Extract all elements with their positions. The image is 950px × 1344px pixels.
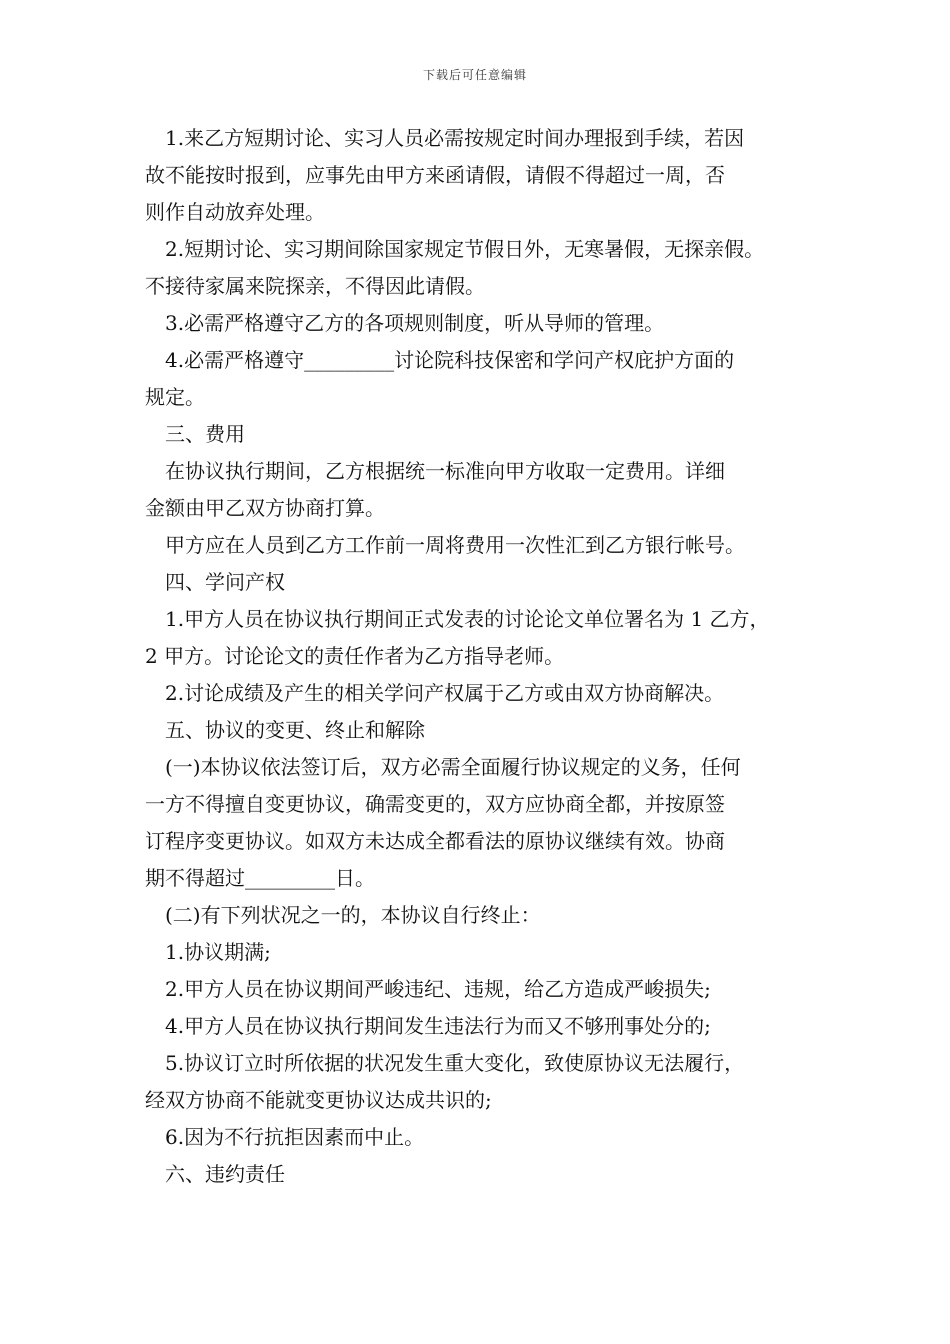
paragraph-line: 金额由甲乙双方协商打算。 bbox=[145, 496, 385, 520]
paragraph-line: 不接待家属来院探亲，不得因此请假。 bbox=[145, 274, 485, 298]
paragraph-line: 五、协议的变更、终止和解除 bbox=[165, 718, 425, 742]
paragraph-line: 甲方应在人员到乙方工作前一周将费用一次性汇到乙方银行帐号。 bbox=[165, 533, 745, 557]
paragraph-line: (二)有下列状况之一的，本协议自行终止： bbox=[165, 903, 541, 927]
paragraph-line: 2.甲方人员在协议期间严峻违纪、违规，给乙方造成严峻损失; bbox=[165, 977, 711, 1001]
paragraph-line: 2 甲方。讨论论文的责任作者为乙方指导老师。 bbox=[145, 644, 565, 668]
paragraph-line: 规定。 bbox=[145, 385, 205, 409]
paragraph-line: 故不能按时报到，应事先由甲方来函请假，请假不得超过一周，否 bbox=[145, 163, 725, 187]
paragraph-line: 六、违约责任 bbox=[165, 1162, 285, 1186]
paragraph-line: 经双方协商不能就变更协议达成共识的; bbox=[145, 1088, 492, 1112]
paragraph-line: 在协议执行期间，乙方根据统一标准向甲方收取一定费用。详细 bbox=[165, 459, 725, 483]
paragraph-line: 4.必需严格遵守_________讨论院科技保密和学问产权庇护方面的 bbox=[165, 348, 735, 372]
paragraph-line: 订程序变更协议。如双方未达成全都看法的原协议继续有效。协商 bbox=[145, 829, 725, 853]
paragraph-line: 三、费用 bbox=[165, 422, 245, 446]
paragraph-line: 1.来乙方短期讨论、实习人员必需按规定时间办理报到手续，若因 bbox=[165, 126, 745, 150]
paragraph-line: 2.讨论成绩及产生的相关学问产权属于乙方或由双方协商解决。 bbox=[165, 681, 725, 705]
paragraph-line: 3.必需严格遵守乙方的各项规则制度，听从导师的管理。 bbox=[165, 311, 665, 335]
paragraph-line: 期不得超过_________日。 bbox=[145, 866, 375, 890]
paragraph-line: 则作自动放弃处理。 bbox=[145, 200, 325, 224]
page-header: 下载后可任意编辑 bbox=[422, 68, 527, 82]
paragraph-line: 5.协议订立时所依据的状况发生重大变化，致使原协议无法履行， bbox=[165, 1051, 745, 1075]
paragraph-line: 4.甲方人员在协议执行期间发生违法行为而又不够刑事处分的; bbox=[165, 1014, 711, 1038]
paragraph-line: 一方不得擅自变更协议，确需变更的，双方应协商全都，并按原签 bbox=[145, 792, 725, 816]
paragraph-line: (一)本协议依法签订后，双方必需全面履行协议规定的义务，任何 bbox=[165, 755, 741, 779]
document-body bbox=[145, 120, 815, 1193]
paragraph-line: 四、学问产权 bbox=[165, 570, 285, 594]
paragraph-line: 1.甲方人员在协议执行期间正式发表的讨论论文单位署名为 1 乙方， bbox=[165, 607, 770, 631]
paragraph-line: 6.因为不行抗拒因素而中止。 bbox=[165, 1125, 425, 1149]
paragraph-line: 1.协议期满; bbox=[165, 940, 271, 964]
paragraph-line: 2.短期讨论、实习期间除国家规定节假日外，无寒暑假，无探亲假。 bbox=[165, 237, 765, 261]
